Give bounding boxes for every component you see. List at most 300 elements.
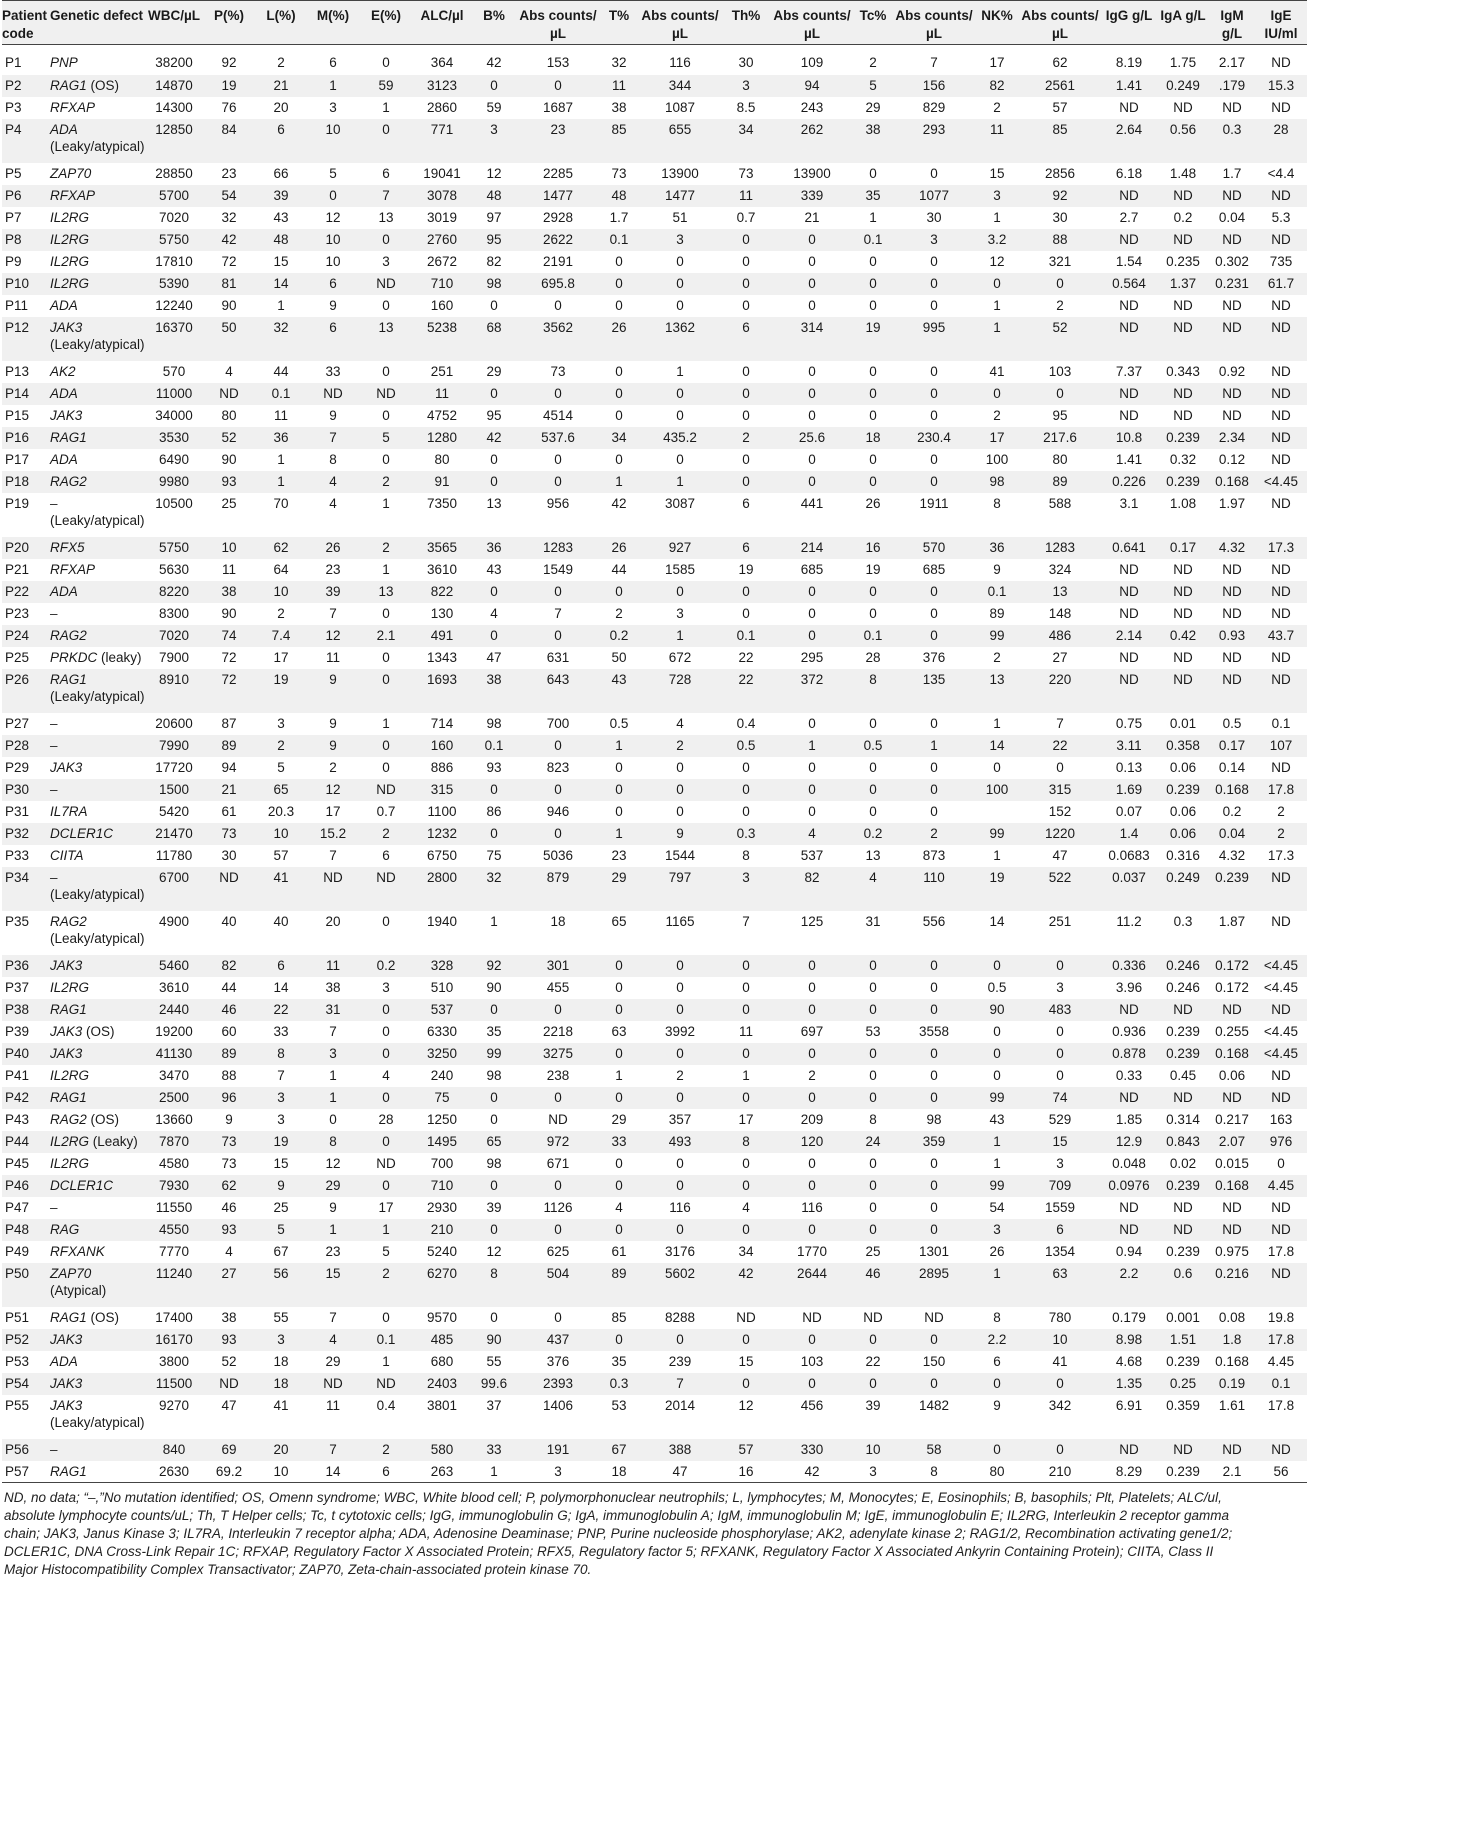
- table-cell: 28: [1255, 119, 1307, 163]
- table-cell: 1477: [517, 185, 599, 207]
- table-cell: 0: [382, 55, 390, 70]
- table-cell: 372: [771, 669, 853, 713]
- table-cell: 0: [771, 1043, 853, 1065]
- table-cell: 2393: [517, 1373, 599, 1395]
- table-cell: ND: [1255, 383, 1307, 405]
- table-cell: 11500: [145, 1373, 203, 1395]
- table-cell: 116: [801, 1199, 823, 1215]
- table-cell: 0: [615, 451, 623, 467]
- patient-code-cell: P5: [5, 165, 22, 181]
- table-cell: 96: [203, 1087, 255, 1109]
- table-cell: 30: [738, 55, 754, 70]
- table-cell: 625: [546, 1243, 570, 1259]
- table-body: [2, 45, 1307, 1483]
- table-cell: 3562: [517, 317, 599, 361]
- table-cell: 0: [975, 955, 1019, 977]
- table-cell: 0: [639, 1219, 721, 1241]
- genetic-defect-cell: RAG2: [50, 471, 145, 493]
- table-cell: ND: [1101, 1087, 1157, 1109]
- table-cell: 1: [307, 1219, 359, 1241]
- table-row: [2, 581, 1307, 603]
- table-cell: 11780: [155, 847, 193, 863]
- table-cell: 0: [599, 779, 639, 801]
- table-cell: 1: [277, 297, 285, 313]
- patient-code-cell: P6: [2, 185, 50, 207]
- table-cell: 0.001: [1166, 1309, 1200, 1325]
- table-cell: 0: [853, 1219, 893, 1241]
- patient-code-cell: P24: [2, 625, 50, 647]
- table-cell: 0: [471, 625, 517, 647]
- table-cell: 11.2: [1116, 913, 1142, 929]
- table-cell: 2: [721, 427, 771, 449]
- table-row: [2, 1219, 1307, 1241]
- table-cell: 5: [382, 1243, 390, 1259]
- table-cell: 0: [853, 471, 893, 493]
- table-cell: 0: [721, 273, 771, 295]
- table-row: [2, 977, 1307, 999]
- table-cell: 0.3: [1209, 119, 1255, 163]
- table-cell: 1: [993, 1155, 1001, 1171]
- table-cell: ND: [1101, 999, 1157, 1021]
- table-cell: 3558: [918, 1023, 950, 1039]
- table-cell: 314: [771, 317, 853, 361]
- patient-code-cell: P9: [5, 253, 22, 269]
- table-cell: 0.5: [721, 735, 771, 757]
- table-cell: ND: [1119, 99, 1139, 115]
- table-cell: 1250: [426, 1111, 458, 1127]
- table-cell: 23: [611, 847, 627, 863]
- table-cell: 17400: [155, 1309, 193, 1325]
- genetic-defect-cell: RAG1: [50, 1461, 145, 1483]
- table-cell: 1301: [918, 1243, 950, 1259]
- table-cell: ND: [1255, 1219, 1307, 1241]
- table-cell: 1: [993, 715, 1001, 731]
- table-cell: 0: [853, 383, 893, 405]
- table-cell: 671: [546, 1155, 570, 1171]
- table-cell: 2856: [1044, 165, 1076, 181]
- table-cell: ND: [1157, 999, 1209, 1021]
- genetic-defect-cell: JAK3: [50, 955, 145, 977]
- table-cell: 522: [1019, 867, 1101, 911]
- table-cell: 7: [930, 55, 938, 70]
- table-cell: 32: [255, 317, 307, 361]
- table-cell: 43: [486, 561, 502, 577]
- table-cell: 0: [869, 979, 877, 995]
- genetic-defect-cell: ZAP70: [50, 165, 92, 181]
- table-cell: ND: [1101, 229, 1157, 251]
- table-cell: 4.32: [1209, 537, 1255, 559]
- table-cell: 556: [922, 913, 946, 929]
- table-cell: 0: [599, 581, 639, 603]
- table-cell: ND: [1173, 649, 1193, 665]
- table-cell: 1.48: [1169, 165, 1197, 181]
- genetic-defect-cell: JAK3: [50, 1329, 145, 1351]
- table-cell: 3: [277, 1111, 285, 1127]
- patient-code-cell: P2: [2, 75, 50, 97]
- table-cell: 0: [1019, 273, 1101, 295]
- table-cell: 12: [989, 253, 1005, 269]
- table-cell: 52: [1019, 317, 1101, 361]
- table-footnote: ND, no data; “–,”No mutation identified; OS, Omenn syndrome; WBC, White blood cell; P, polymorphonuclear neutrophils; L, lymphocytes; M, Monocytes; E, Eosinophils; B, basophils; Plt, Platelets; ALC/ul, absolute lymphocyte counts/uL; Th, T Helper cells; Tc, t cytotoxic cells; IgG, immunoglobulin G; IgA, immunoglobulin A; IgM, immunoglobulin M; IgE, immunoglobulin E; IL2RG, Interleukin 2 receptor gamma chain; JAK3, Janus Kinase 3; IL7RA, Interleukin 7 receptor alpha; ADA, Adenosine Deaminase; PNP, Purine nucleoside phosphorylase; AK2, adenylate kinase 2; RAG1/2, Recombination activating gene1/2; DCLER1C, DNA Cross-Link Repair 1C; RFXAP, Regulatory Factor X Associated Protein; RFX5, Regulatory factor 5; RFXANK, Regulatory Factor X Associated Ankyrin Containing Protein); CIITA, Class II Major Histocompatibility Complex Transactivator; ZAP70, Zeta-chain-associated protein kinase 70.: [4, 1490, 1233, 1577]
- patient-code-cell: P40: [2, 1043, 50, 1065]
- table-row: [2, 845, 1307, 867]
- table-cell: 9980: [145, 471, 203, 493]
- table-cell: <4.45: [1255, 955, 1307, 977]
- genetic-defect-cell: DCLER1C: [50, 1175, 145, 1197]
- table-row: [2, 1109, 1307, 1131]
- table-cell: 93: [486, 759, 502, 775]
- table-cell: 0: [742, 979, 750, 995]
- table-cell: 150: [922, 1353, 946, 1369]
- table-cell: 64: [273, 561, 289, 577]
- table-cell: 0: [1019, 1439, 1101, 1461]
- table-cell: <4.45: [1255, 1043, 1307, 1065]
- table-cell: 25: [273, 1199, 289, 1215]
- patient-code-cell: P39: [5, 1023, 30, 1039]
- table-cell: 0.336: [1101, 955, 1157, 977]
- table-row: [2, 647, 1307, 669]
- table-cell: 8.29: [1101, 1461, 1157, 1483]
- table-cell: 12: [325, 209, 341, 225]
- table-cell: 879: [517, 867, 599, 911]
- genetic-defect-cell: JAK3 (OS): [50, 1023, 115, 1039]
- table-cell: 82: [975, 75, 1019, 97]
- table-cell: 0.239: [1166, 1023, 1200, 1039]
- table-cell: 2561: [1019, 75, 1101, 97]
- patient-code-cell: P13: [5, 363, 30, 379]
- table-cell: 73: [738, 165, 754, 181]
- table-cell: 25: [865, 1243, 881, 1259]
- table-cell: ND: [1255, 999, 1307, 1021]
- table-cell: 0: [517, 75, 599, 97]
- table-cell: 0.32: [1169, 451, 1197, 467]
- table-cell: 0: [930, 1199, 938, 1215]
- genetic-defect-cell: RAG2 (OS): [50, 1111, 120, 1127]
- table-cell: 1: [993, 847, 1001, 863]
- genetic-defect-cell: ADA: [50, 383, 145, 405]
- table-cell: 6: [329, 55, 337, 70]
- table-cell: 2440: [145, 999, 203, 1021]
- table-cell: 36: [471, 537, 517, 559]
- table-row: [2, 1263, 1307, 1307]
- table-cell: 17: [989, 55, 1005, 70]
- table-cell: 0.42: [1157, 625, 1209, 647]
- table-cell: 0: [993, 759, 1001, 775]
- table-cell: 43: [989, 1111, 1005, 1127]
- table-cell: 0.641: [1101, 537, 1157, 559]
- table-cell: 0.25: [1157, 1373, 1209, 1395]
- table-cell: 30: [1052, 209, 1068, 225]
- table-cell: 42: [471, 427, 517, 449]
- table-cell: 441: [800, 495, 824, 511]
- table-cell: 0: [869, 1199, 877, 1215]
- table-cell: <4.45: [1255, 471, 1307, 493]
- table-cell: 19041: [423, 165, 461, 181]
- genetic-defect-cell: RAG2 (Leaky/atypical): [50, 913, 145, 946]
- table-cell: 7: [554, 605, 562, 621]
- patient-code-cell: P32: [2, 823, 50, 845]
- table-cell: 21: [255, 75, 307, 97]
- table-cell: 1: [359, 1219, 413, 1241]
- table-cell: ND: [1173, 99, 1193, 115]
- genetic-defect-cell: IL2RG: [50, 1067, 90, 1083]
- table-cell: 0: [517, 823, 599, 845]
- table-cell: 295: [800, 649, 824, 665]
- table-cell: 43: [273, 209, 289, 225]
- patient-code-cell: P25: [5, 649, 30, 665]
- table-cell: 376: [546, 1353, 570, 1369]
- table-cell: 0: [869, 1155, 877, 1171]
- table-cell: 2: [1056, 297, 1064, 313]
- table-cell: 2: [615, 605, 623, 621]
- table-cell: 99: [975, 625, 1019, 647]
- genetic-defect-cell: IL2RG: [50, 1155, 90, 1171]
- genetic-defect-cell: DCLER1C: [50, 823, 145, 845]
- table-cell: 90: [221, 605, 237, 621]
- table-cell: 0: [721, 229, 771, 251]
- table-cell: 63: [1019, 1263, 1101, 1307]
- table-cell: ND: [307, 383, 359, 405]
- patient-code-cell: P48: [2, 1219, 50, 1241]
- table-cell: 0: [471, 779, 517, 801]
- patient-code-cell: P19: [5, 495, 30, 511]
- table-cell: 8910: [145, 669, 203, 713]
- table-row: [2, 867, 1307, 911]
- table-cell: 0: [382, 297, 390, 313]
- table-cell: 0: [893, 1219, 975, 1241]
- patient-code-cell: P46: [2, 1175, 50, 1197]
- table-cell: 6.18: [1115, 165, 1143, 181]
- table-cell: 0.359: [1166, 1397, 1200, 1413]
- table-cell: 4: [307, 1329, 359, 1351]
- table-cell: ND: [1209, 1087, 1255, 1109]
- genetic-defect-cell: IL2RG: [50, 209, 90, 225]
- table-cell: 0.239: [1166, 1353, 1200, 1369]
- table-cell: 4900: [158, 913, 190, 929]
- table-row: [2, 1241, 1307, 1263]
- table-cell: 293: [893, 119, 975, 163]
- table-cell: 9: [255, 1175, 307, 1197]
- table-cell: 0: [490, 451, 498, 467]
- table-cell: 17.8: [1255, 779, 1307, 801]
- table-cell: 4: [490, 605, 498, 621]
- table-cell: 7870: [145, 1131, 203, 1153]
- table-cell: 6: [382, 847, 390, 863]
- table-cell: 262: [771, 119, 853, 163]
- table-cell: ND: [1255, 427, 1307, 449]
- table-cell: 15: [307, 1263, 359, 1307]
- table-cell: 73: [203, 1131, 255, 1153]
- table-cell: 46: [203, 999, 255, 1021]
- table-cell: 4.32: [1218, 847, 1246, 863]
- table-cell: 3610: [158, 979, 190, 995]
- table-cell: 95: [471, 229, 517, 251]
- table-cell: 1: [277, 451, 285, 467]
- genetic-defect-cell: IL2RG: [50, 253, 90, 269]
- table-row: [2, 45, 1307, 75]
- table-cell: 26: [599, 537, 639, 559]
- table-cell: ND: [1222, 605, 1242, 621]
- table-cell: 504: [517, 1263, 599, 1307]
- table-cell: 73: [611, 165, 627, 181]
- table-cell: 99: [471, 1043, 517, 1065]
- column-header: IgA g/L: [1157, 1, 1209, 45]
- table-cell: 0: [359, 119, 413, 163]
- table-cell: 17.8: [1255, 1329, 1307, 1351]
- table-cell: 90: [471, 1329, 517, 1351]
- table-row: [2, 1373, 1307, 1395]
- genetic-defect-cell: –: [50, 1199, 58, 1215]
- table-cell: 0: [517, 1219, 599, 1241]
- table-cell: 1.85: [1115, 1111, 1143, 1127]
- table-cell: 7: [742, 913, 750, 929]
- genetic-defect-cell: JAK3 (Leaky/atypical): [50, 317, 145, 361]
- table-cell: 217.6: [1019, 427, 1101, 449]
- table-cell: 14: [273, 979, 289, 995]
- table-cell: ND: [1101, 185, 1157, 207]
- table-cell: ND: [1255, 581, 1307, 603]
- table-cell: 7.4: [255, 625, 307, 647]
- table-cell: 210: [1019, 1461, 1101, 1483]
- table-row: [2, 361, 1307, 383]
- table-cell: 0: [615, 759, 623, 775]
- patient-code-cell: P43: [5, 1111, 30, 1127]
- table-cell: 239: [668, 1353, 692, 1369]
- genetic-defect-cell: JAK3: [50, 759, 83, 775]
- table-cell: ND: [1209, 1219, 1255, 1241]
- table-cell: 5036: [542, 847, 574, 863]
- table-cell: 1.8: [1209, 1329, 1255, 1351]
- table-cell: 972: [517, 1131, 599, 1153]
- table-cell: 153: [546, 55, 570, 70]
- table-cell: 7990: [145, 735, 203, 757]
- table-cell: 4: [225, 363, 233, 379]
- table-cell: 0: [639, 1043, 721, 1065]
- table-cell: 1: [382, 99, 390, 115]
- table-cell: 13: [359, 317, 413, 361]
- table-row: [2, 669, 1307, 713]
- table-cell: 54: [989, 1199, 1005, 1215]
- table-cell: 23: [517, 119, 599, 163]
- table-cell: 0: [742, 451, 750, 467]
- table-cell: 0: [517, 581, 599, 603]
- table-cell: 22: [738, 649, 754, 665]
- table-cell: 54: [203, 185, 255, 207]
- genetic-defect-cell: JAK3: [50, 1043, 145, 1065]
- table-cell: 0: [639, 999, 721, 1021]
- table-cell: 93: [203, 1219, 255, 1241]
- table-cell: 0: [808, 407, 816, 423]
- table-cell: 0: [639, 581, 721, 603]
- table-cell: 330: [771, 1439, 853, 1461]
- column-header: Abs counts/µL: [1019, 1, 1101, 45]
- table-cell: ND: [1255, 1087, 1307, 1109]
- table-cell: 728: [639, 669, 721, 713]
- table-cell: 0: [359, 1131, 413, 1153]
- patient-code-cell: P36: [2, 955, 50, 977]
- table-cell: 31: [307, 999, 359, 1021]
- table-cell: 41: [989, 363, 1005, 379]
- table-cell: 0.168: [1209, 1175, 1255, 1197]
- table-cell: 0: [639, 1329, 721, 1351]
- table-cell: 15: [738, 1353, 754, 1369]
- table-cell: 1: [382, 1353, 390, 1369]
- table-cell: 29: [599, 867, 639, 911]
- table-cell: ND: [1209, 317, 1255, 361]
- column-header: NK%: [975, 1, 1019, 45]
- table-cell: 19: [255, 669, 307, 713]
- table-cell: ND: [1255, 867, 1307, 911]
- table-cell: 976: [1255, 1131, 1307, 1153]
- table-cell: 0: [359, 1175, 413, 1197]
- table-cell: 0.878: [1101, 1043, 1157, 1065]
- table-cell: 655: [639, 119, 721, 163]
- table-row: [2, 383, 1307, 405]
- table-cell: 0.56: [1157, 119, 1209, 163]
- table-row: [2, 911, 1307, 955]
- table-cell: 125: [800, 913, 824, 929]
- genetic-defect-cell: RAG1 (OS): [50, 75, 145, 97]
- table-cell: 0: [893, 1373, 975, 1395]
- table-cell: 0: [721, 955, 771, 977]
- table-cell: 9: [329, 297, 337, 313]
- table-cell: 82: [203, 955, 255, 977]
- table-cell: 483: [1019, 999, 1101, 1021]
- table-cell: 56: [255, 1263, 307, 1307]
- patient-code-cell: P38: [2, 999, 50, 1021]
- table-cell: 537: [413, 999, 471, 1021]
- table-cell: 0: [808, 451, 816, 467]
- table-header-row: [2, 1, 1307, 45]
- table-cell: 10: [203, 537, 255, 559]
- table-cell: 18: [273, 1353, 289, 1369]
- table-cell: 98: [471, 273, 517, 295]
- table-row: [2, 273, 1307, 295]
- table-cell: 13: [865, 847, 881, 863]
- table-cell: 2: [993, 99, 1001, 115]
- table-cell: 0.1: [1255, 1373, 1307, 1395]
- table-cell: 29: [325, 1353, 341, 1369]
- table-cell: 0.239: [1157, 427, 1209, 449]
- table-cell: ND: [1271, 451, 1291, 467]
- table-cell: 16: [721, 1461, 771, 1483]
- table-cell: 13: [378, 209, 394, 225]
- table-cell: 209: [800, 1111, 824, 1127]
- table-cell: 0: [808, 979, 816, 995]
- table-cell: 0: [676, 407, 684, 423]
- table-cell: 0.843: [1157, 1131, 1209, 1153]
- table-cell: 0: [869, 605, 877, 621]
- table-cell: 61: [611, 1243, 627, 1259]
- table-cell: 0: [930, 363, 938, 379]
- table-cell: 315: [1019, 779, 1101, 801]
- table-cell: 1: [975, 1131, 1019, 1153]
- table-cell: 74: [203, 625, 255, 647]
- table-cell: 17: [273, 649, 289, 665]
- table-cell: 0: [742, 407, 750, 423]
- table-cell: 0: [869, 759, 877, 775]
- table-cell: 73: [203, 823, 255, 845]
- table-cell: 0: [382, 649, 390, 665]
- table-cell: 20: [255, 1439, 307, 1461]
- table-cell: 0: [930, 605, 938, 621]
- table-cell: ND: [1101, 317, 1157, 361]
- table-cell: ND: [359, 383, 413, 405]
- table-cell: 0: [771, 581, 853, 603]
- table-cell: 60: [221, 1023, 237, 1039]
- patient-code-cell: P44: [2, 1131, 50, 1153]
- table-cell: 0: [471, 823, 517, 845]
